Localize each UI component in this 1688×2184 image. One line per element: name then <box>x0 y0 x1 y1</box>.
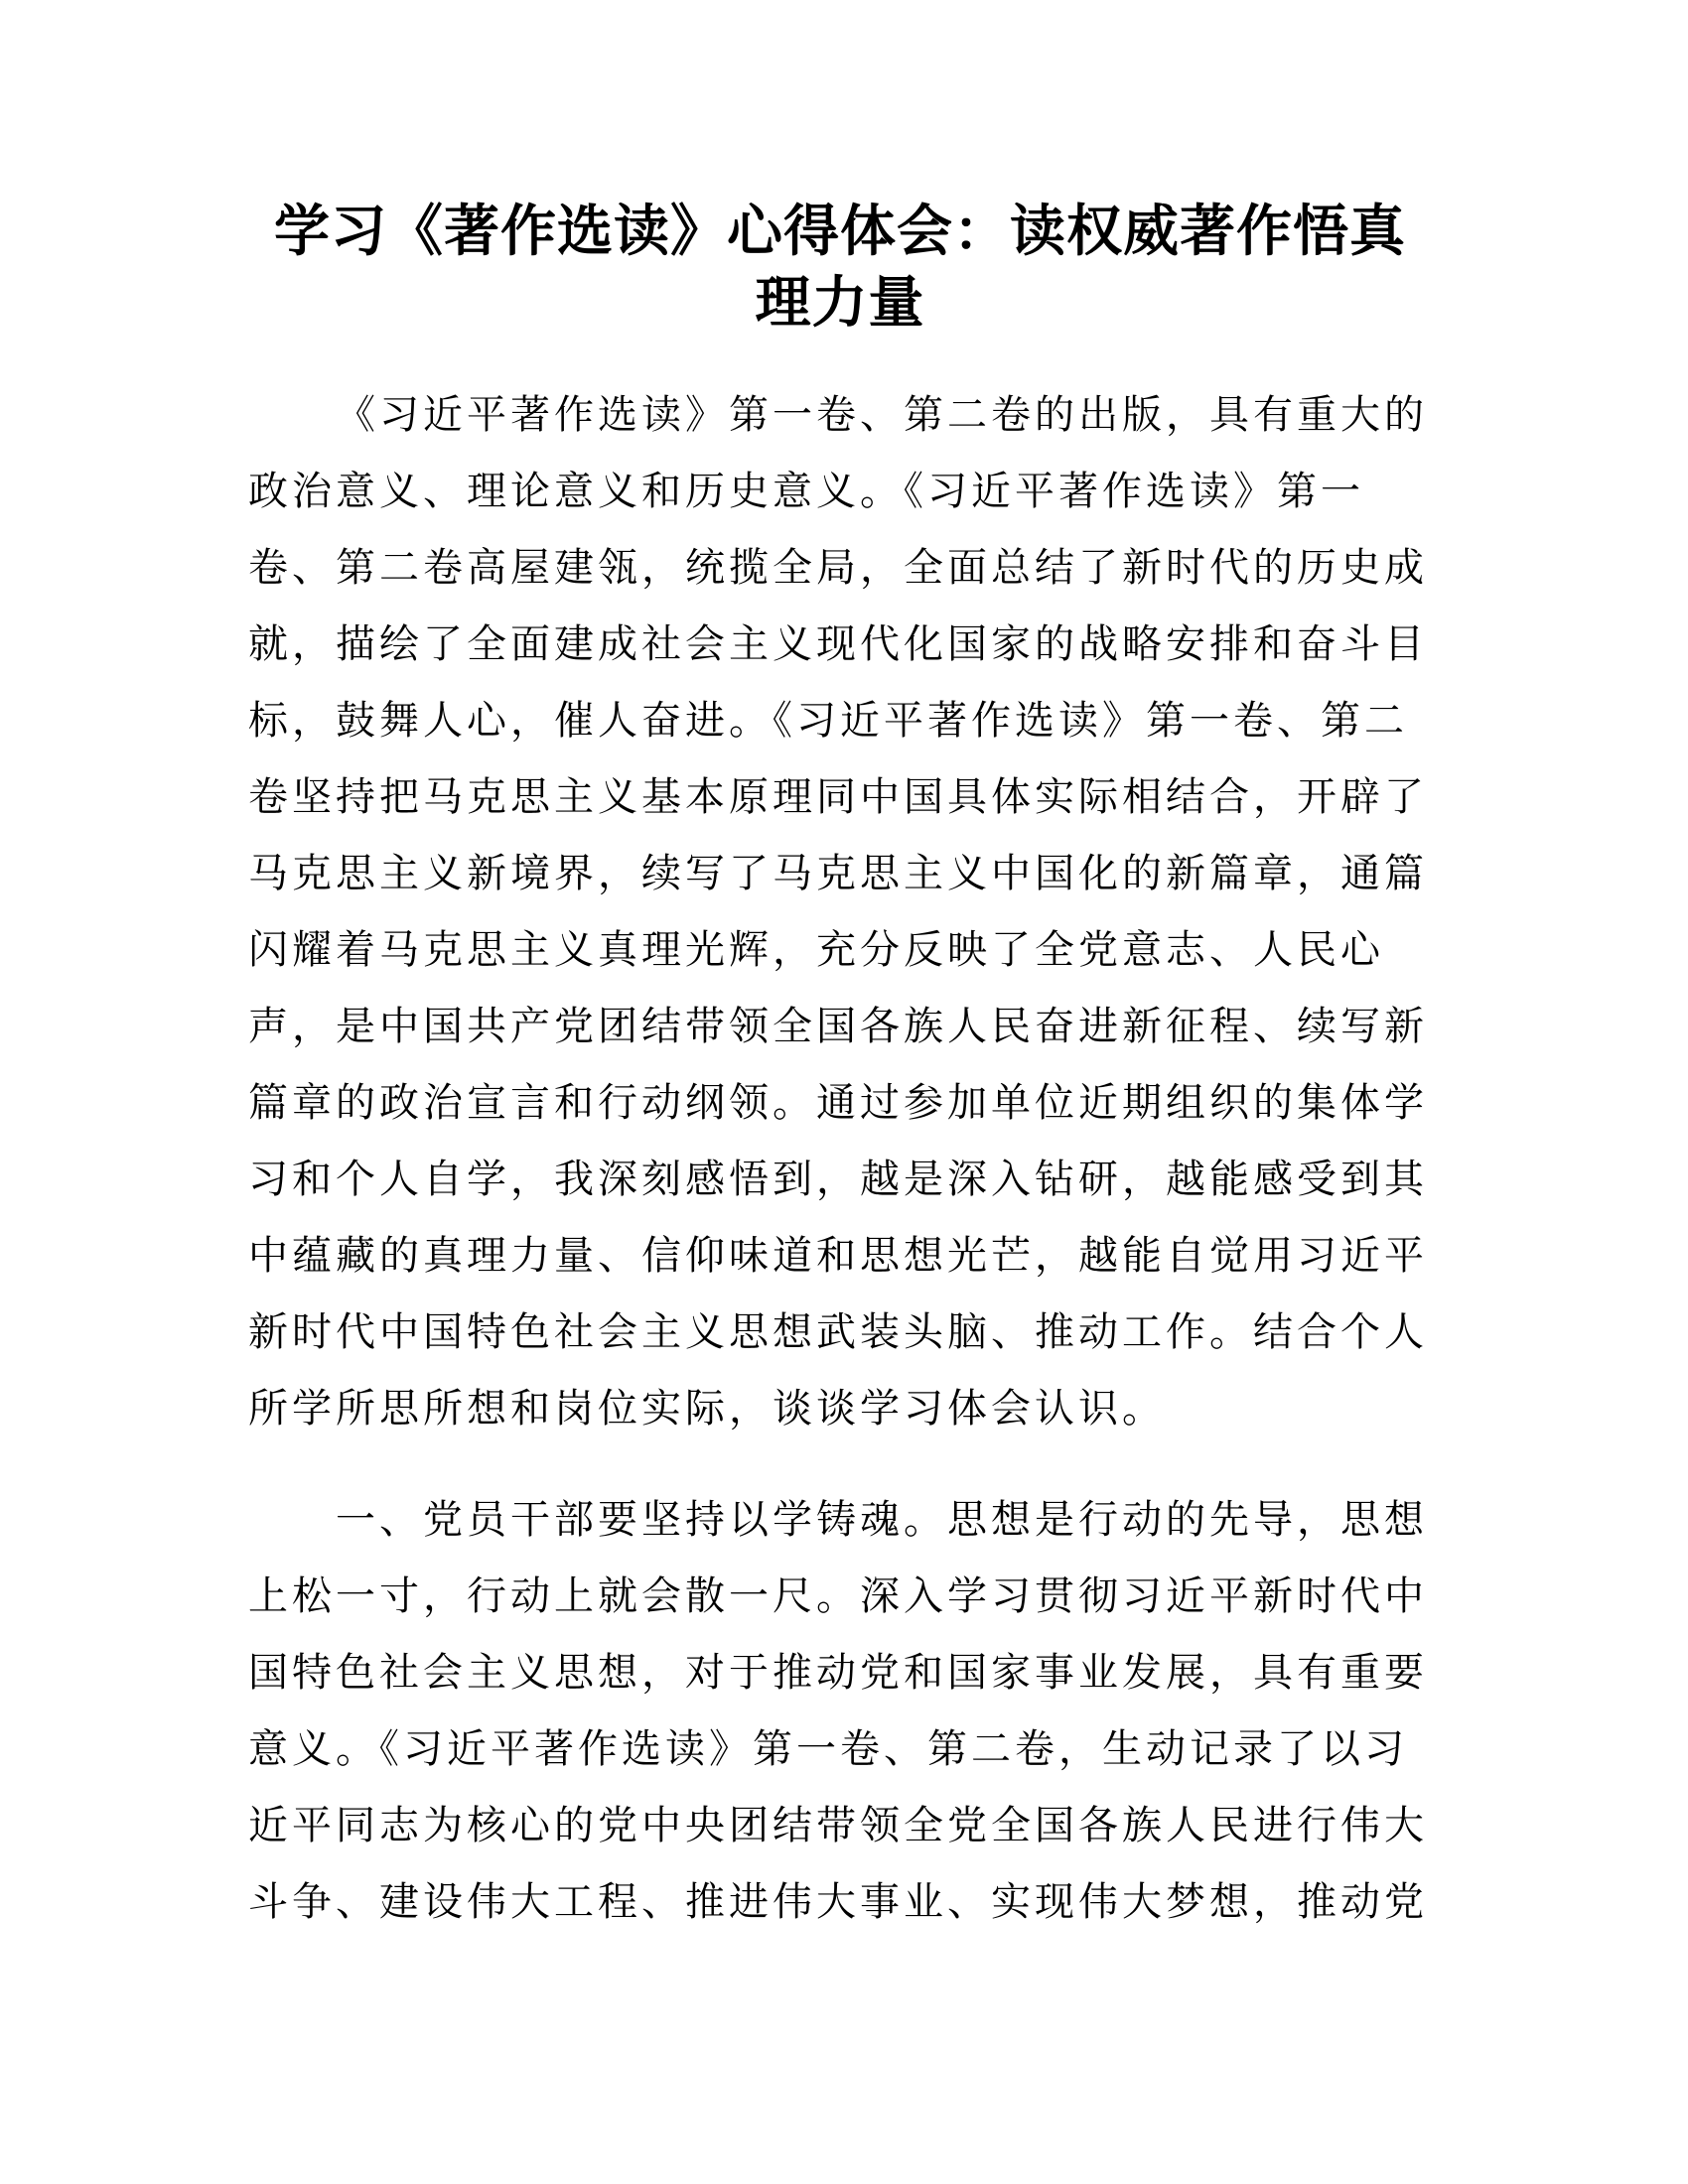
paragraph-line: 卷坚持把马克思主义基本原理同中国具体实际相结合，开辟了 <box>248 774 1428 820</box>
paragraph-line: 习和个人自学，我深刻感悟到，越是深入钻研，越能感受到其 <box>248 1157 1428 1202</box>
paragraph-line: 《习近平著作选读》第一卷、第二卷的出版，具有重大的 <box>336 392 1428 438</box>
paragraph-line: 斗争、建设伟大工程、推进伟大事业、实现伟大梦想，推动党 <box>248 1879 1428 1925</box>
paragraph-line: 国特色社会主义思想，对于推动党和国家事业发展，具有重要 <box>248 1650 1428 1696</box>
paragraph-intro <box>248 377 1432 1447</box>
title-line: 学习《著作选读》心得体会：读权威著作悟真 <box>274 200 1406 264</box>
paragraph-line: 意义。《习近平著作选读》第一卷、第二卷，生动记录了以习 <box>248 1726 1408 1772</box>
paragraph-line: 标，鼓舞人心，催人奋进。《习近平著作选读》第一卷、第二 <box>248 698 1408 744</box>
paragraph-section-one <box>248 1482 1432 1941</box>
paragraph-line: 所学所思所想和岗位实际，谈谈学习体会认识。 <box>248 1386 1166 1432</box>
paragraph-line: 政治意义、理论意义和历史意义。《习近平著作选读》第一 <box>248 469 1364 514</box>
paragraph-line: 闪耀着马克思主义真理光辉，充分反映了全党意志、人民心 <box>248 927 1384 973</box>
paragraph-line: 中蕴藏的真理力量、信仰味道和思想光芒，越能自觉用习近平 <box>248 1233 1428 1279</box>
title-line: 理力量 <box>755 271 925 336</box>
paragraph-line: 就，描绘了全面建成社会主义现代化国家的战略安排和奋斗目 <box>248 621 1428 667</box>
paragraph-line: 新时代中国特色社会主义思想武装头脑、推动工作。结合个人 <box>248 1309 1428 1355</box>
paragraph-line: 近平同志为核心的党中央团结带领全党全国各族人民进行伟大 <box>248 1803 1428 1848</box>
paragraph-line: 一、党员干部要坚持以学铸魂。思想是行动的先导，思想 <box>336 1497 1428 1543</box>
paragraph-line: 卷、第二卷高屋建瓴，统揽全局，全面总结了新时代的历史成 <box>248 545 1428 591</box>
document-title <box>248 197 1432 340</box>
paragraph-line: 声，是中国共产党团结带领全国各族人民奋进新征程、续写新 <box>248 1004 1428 1049</box>
paragraph-line: 马克思主义新境界，续写了马克思主义中国化的新篇章，通篇 <box>248 851 1428 896</box>
paragraph-line: 篇章的政治宣言和行动纲领。通过参加单位近期组织的集体学 <box>248 1080 1428 1126</box>
paragraph-line: 上松一寸，行动上就会散一尺。深入学习贯彻习近平新时代中 <box>248 1573 1428 1619</box>
